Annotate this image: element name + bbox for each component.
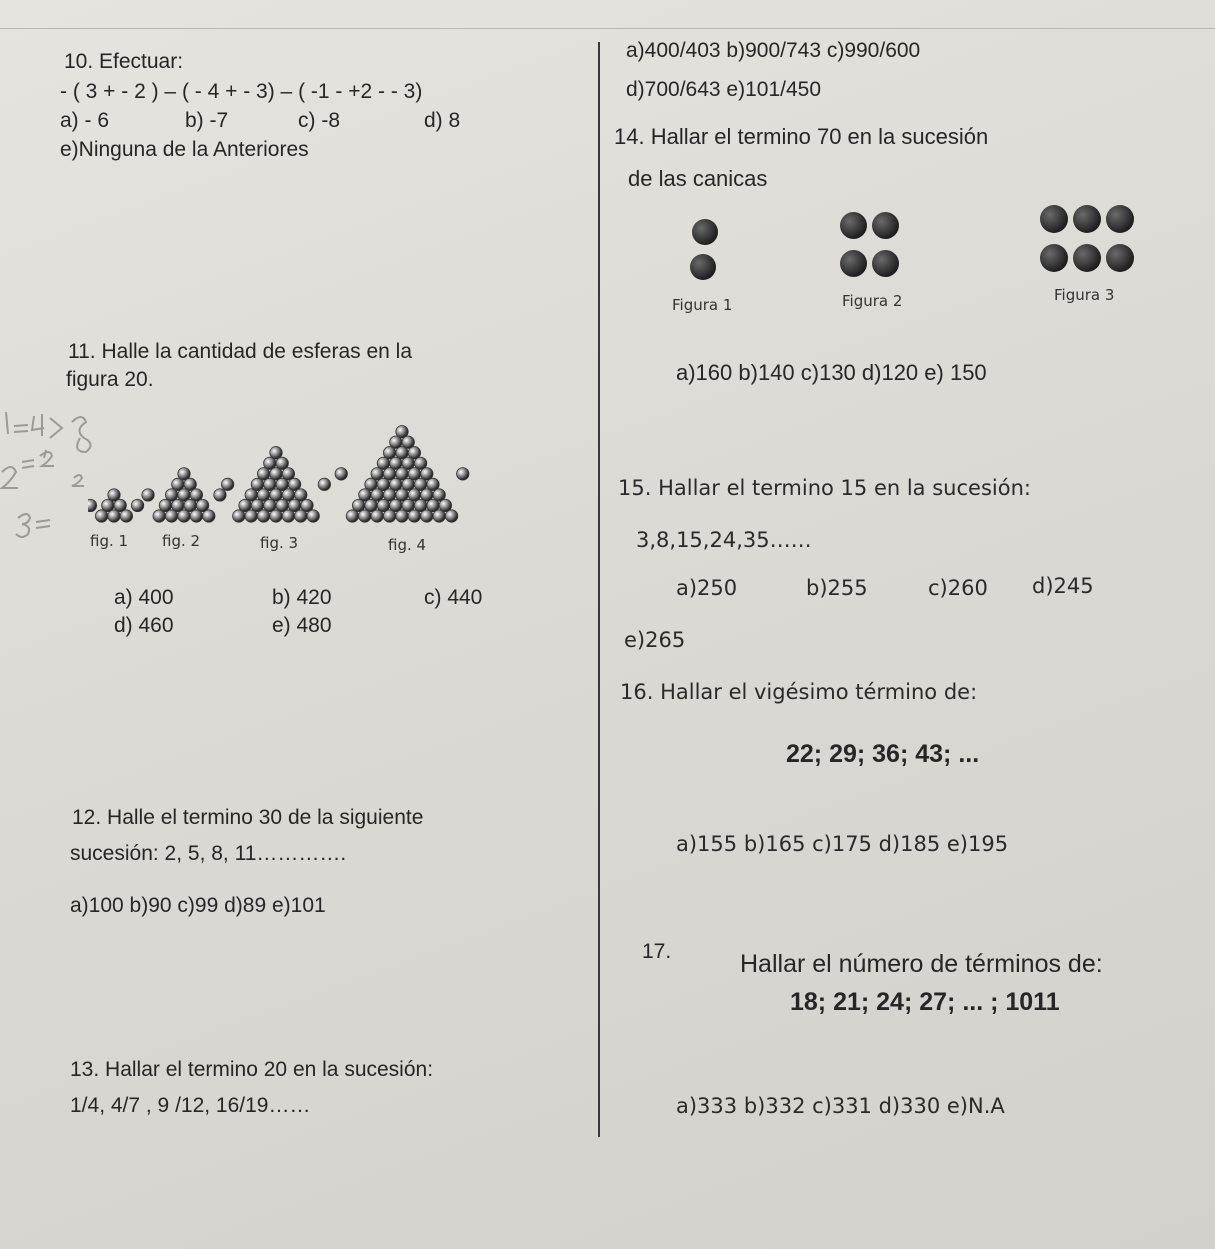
marble	[1106, 244, 1134, 272]
q10-answers-line2: d)700/643 e)101/450	[626, 78, 821, 101]
sphere	[307, 510, 319, 522]
q11-fig-label-2: fig. 2	[162, 532, 201, 550]
q10-option-a: a) - 6	[60, 109, 110, 132]
q11-title-line2: figura 20.	[66, 368, 154, 391]
q12-options: a)100 b)90 c)99 d)89 e)101	[70, 894, 326, 917]
q10-title: 10. Efectuar:	[64, 50, 184, 73]
sphere	[346, 510, 358, 522]
sphere	[120, 510, 132, 522]
sphere	[383, 510, 395, 522]
q10-answers-line1: a)400/403 b)900/743 c)990/600	[626, 39, 921, 62]
q11-fig-label-1: fig. 1	[90, 532, 129, 550]
q10-option-d: d) 8	[424, 109, 461, 132]
q11-sphere-figures	[88, 424, 478, 524]
q11-fig-label-4: fig. 4	[388, 536, 427, 554]
column-divider	[598, 42, 600, 1137]
q13-sequence: 1/4, 4/7 , 9 /12, 16/19……	[70, 1094, 311, 1117]
marble	[1040, 205, 1068, 233]
q16-sequence: 22; 29; 36; 43; ...	[786, 740, 980, 768]
marble	[872, 250, 899, 277]
q10-expression: - ( 3 + - 2 ) – ( - 4 + - 3) – ( -1 - +2 - - 3)	[60, 80, 423, 103]
q17-number: 17.	[642, 940, 672, 963]
q14-title-line2: de las canicas	[628, 166, 768, 191]
sphere	[95, 510, 107, 522]
sphere	[165, 510, 177, 522]
q11-title-line1: 11. Halle la cantidad de esferas en la	[68, 340, 412, 363]
sphere	[108, 510, 120, 522]
sphere	[408, 510, 420, 522]
q15-option-a: a)250	[676, 576, 738, 600]
q14-options: a)160 b)140 c)130 d)120 e) 150	[676, 360, 987, 385]
q16-options: a)155 b)165 c)175 d)185 e)195	[676, 832, 1009, 856]
sphere	[433, 510, 445, 522]
q11-option-d: d) 460	[114, 614, 174, 637]
q15-option-e: e)265	[624, 628, 686, 652]
q10-option-b: b) -7	[185, 109, 229, 132]
q10-option-e: e)Ninguna de la Anteriores	[60, 138, 309, 161]
q17-options: a)333 b)332 c)331 d)330 e)N.A	[676, 1094, 1005, 1118]
sphere	[203, 510, 215, 522]
q14-title-line1: 14. Hallar el termino 70 en la sucesión	[614, 124, 989, 149]
sphere	[282, 510, 294, 522]
marble	[1073, 244, 1101, 272]
q14-fig-label-3: Figura 3	[1054, 286, 1115, 304]
side-sphere	[131, 499, 143, 511]
sphere	[270, 510, 282, 522]
q15-title: 15. Hallar el termino 15 en la sucesión:	[618, 476, 1031, 500]
sphere	[257, 510, 269, 522]
q11-option-c: c) 440	[424, 586, 483, 609]
side-sphere	[335, 468, 347, 480]
sphere	[233, 510, 245, 522]
q15-option-c: c)260	[928, 576, 988, 600]
q11-option-a: a) 400	[114, 586, 174, 609]
q14-fig-label-2: Figura 2	[842, 292, 903, 310]
q13-title: 13. Hallar el termino 20 en la sucesión:	[70, 1058, 434, 1081]
sphere	[178, 510, 190, 522]
q12-title-line1: 12. Halle el termino 30 de la siguiente	[72, 806, 424, 829]
side-sphere	[457, 468, 469, 480]
marble	[1073, 205, 1101, 233]
q12-title-line2: sucesión: 2, 5, 8, 11………….	[70, 842, 347, 865]
q17-sequence: 18; 21; 24; 27; ... ; 1011	[790, 988, 1060, 1016]
side-sphere	[88, 499, 97, 511]
sphere	[190, 510, 202, 522]
q16-title: 16. Hallar el vigésimo término de:	[620, 680, 978, 704]
marble	[872, 212, 899, 239]
q15-option-b: b)255	[806, 576, 868, 600]
q14-fig-label-1: Figura 1	[672, 296, 733, 314]
q11-option-b: b) 420	[272, 586, 332, 609]
sphere	[421, 510, 433, 522]
q15-sequence: 3,8,15,24,35……	[636, 528, 812, 552]
marble	[1040, 244, 1068, 272]
marble	[692, 219, 718, 245]
sphere	[371, 510, 383, 522]
sphere	[445, 510, 457, 522]
page-top-edge	[0, 28, 1215, 29]
marble	[840, 212, 867, 239]
side-sphere	[142, 489, 154, 501]
q10-option-c: c) -8	[298, 109, 340, 132]
sphere	[153, 510, 165, 522]
q11-fig-label-3: fig. 3	[260, 534, 299, 552]
q11-option-e: e) 480	[272, 614, 332, 637]
marble	[690, 254, 716, 280]
sphere	[245, 510, 257, 522]
q15-option-d: d)245	[1032, 574, 1094, 598]
q17-title: Hallar el número de términos de:	[740, 950, 1103, 978]
sphere	[295, 510, 307, 522]
marble	[840, 250, 867, 277]
marble	[1106, 205, 1134, 233]
side-sphere	[318, 478, 330, 490]
sphere	[359, 510, 371, 522]
sphere	[396, 510, 408, 522]
side-sphere	[221, 478, 233, 490]
side-sphere	[214, 489, 226, 501]
